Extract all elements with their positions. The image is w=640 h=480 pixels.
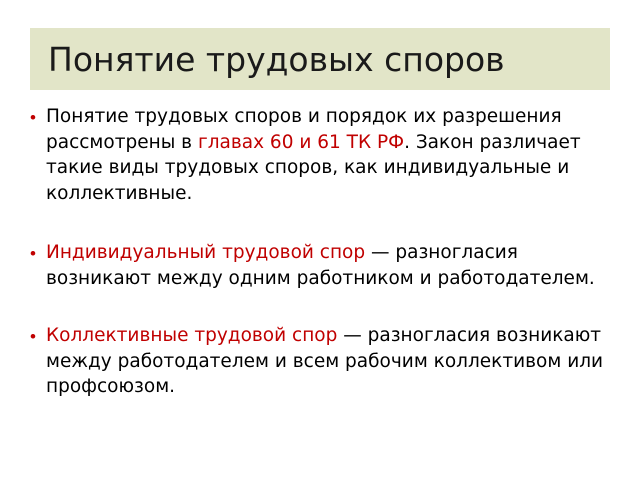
bullet-icon: • <box>30 244 36 263</box>
bullet-icon: • <box>30 327 36 346</box>
text-segment-highlighted: Коллективные трудовой спор <box>46 325 338 346</box>
text-segment: . Закон различает такие виды трудовых споров, как индивидуальные и коллективные. <box>46 131 581 204</box>
text-segment-highlighted: главах 60 и 61 ТК РФ <box>197 131 405 153</box>
page-title: Понятие трудовых споров <box>48 39 505 79</box>
slide-title-band <box>30 28 610 90</box>
bullet-text-2 <box>46 240 618 291</box>
text-segment: — разногласия возникают между одним работником и работодателем. <box>46 242 595 289</box>
text-segment: Понятие трудовых споров и порядок их разрешения рассмотрены в <box>46 106 562 153</box>
text-segment: — разногласия возникают между работодателем и всем рабочим коллективом или профсоюзом. <box>46 325 604 397</box>
slide-body <box>30 104 618 426</box>
bullet-paragraph-2 <box>30 240 618 291</box>
text-segment-highlighted: Индивидуальный трудовой спор <box>46 242 366 263</box>
bullet-paragraph-3 <box>30 323 618 400</box>
bullet-paragraph-1 <box>30 104 618 206</box>
bullet-text-1 <box>46 104 618 206</box>
bullet-icon: • <box>30 108 36 127</box>
bullet-text-3 <box>46 323 618 400</box>
